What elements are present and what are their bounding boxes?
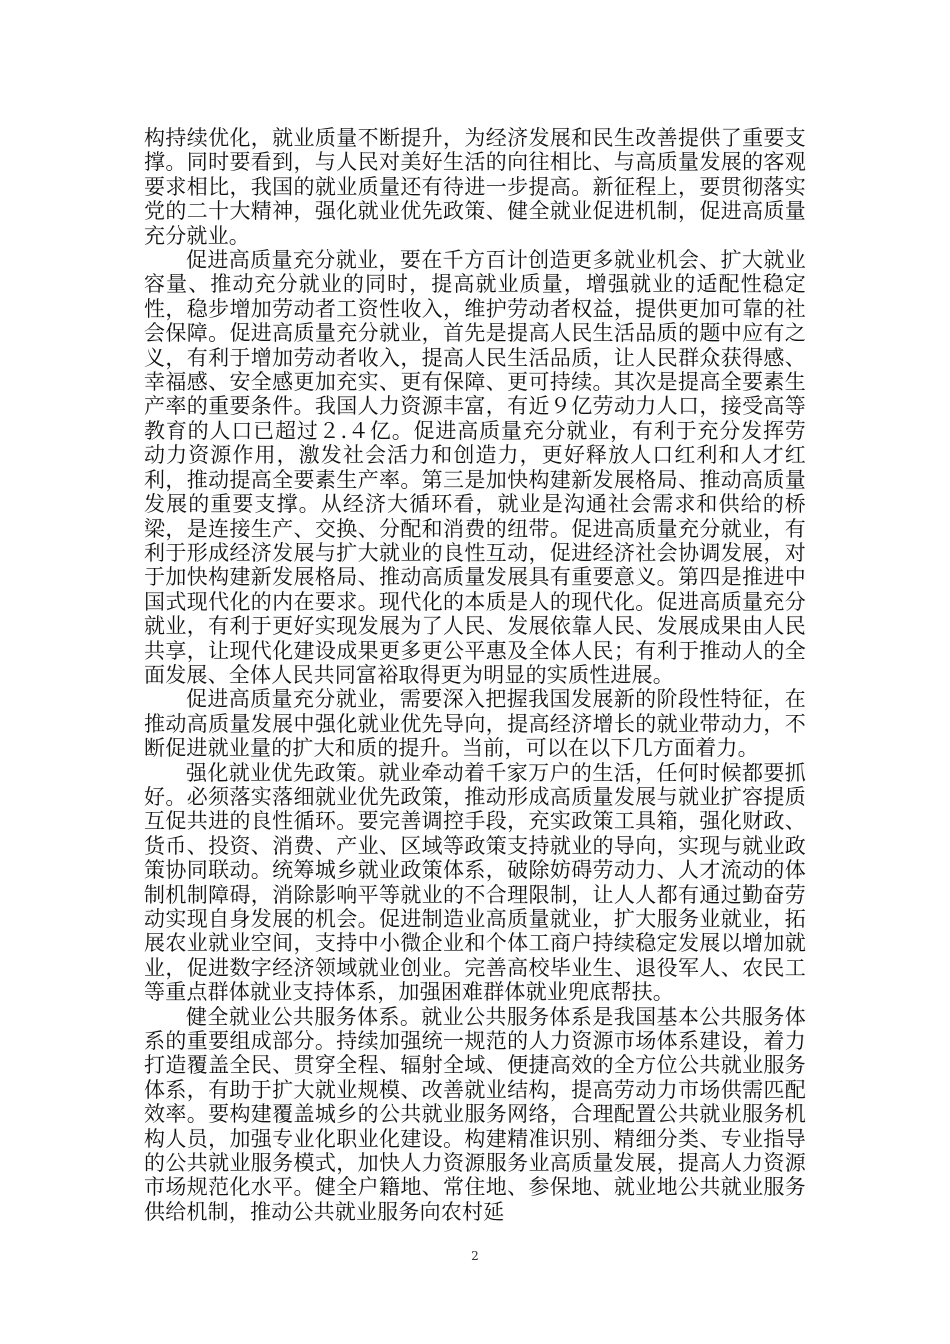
paragraph-employment-policy: 强化就业优先政策。就业牵动着千家万户的生活，任何时候都要抓好。必须落实落细就业优先政策，推动形成高质量发展与就业扩容提质互促共进的良性循环。要完善调控手段，充实政策工具箱，强化财政、货币、投资、消费、产业、区域等政策支持就业的导向，实现与就业政策协同联动。统筹城乡就业政策体系，破除妨碍劳动力、人才流动的体制机制障碍，消除影响平等就业的不合理限制，让人人都有通过勤奋劳动实现自身发展的机会。促进制造业高质量就业，扩大服务业就业，拓展农业就业空间，支持中小微企业和个体工商户持续稳定发展以增加就业，促进数字经济领域就业创业。完善高校毕业生、退役军人、农民工等重点群体就业支持体系，加强困难群体就业兜底帮扶。 xyxy=(144,760,806,1005)
paragraph-public-service: 健全就业公共服务体系。就业公共服务体系是我国基本公共服务体系的重要组成部分。持续加强统一规范的人力资源市场体系建设，着力打造覆盖全民、贯穿全程、辐射全域、便捷高效的全方位公共就业服务体系，有助于扩大就业规模、改善就业结构，提高劳动力市场供需匹配效率。要构建覆盖城乡的公共就业服务网络，合理配置公共就业服务机构人员，加强专业化职业化建设。构建精准识别、精细分类、专业指导的公共就业服务模式，加快人力资源服务业高质量发展，提高人力资源市场规范化水平。健全户籍地、常住地、参保地、就业地公共就业服务供给机制，推动公共就业服务向农村延 xyxy=(144,1004,806,1224)
paragraph-approach: 促进高质量充分就业，需要深入把握我国发展新的阶段性特征，在推动高质量发展中强化就业优先导向，提高经济增长的就业带动力，不断促进就业量的扩大和质的提升。当前，可以在以下几方面着力。 xyxy=(144,687,806,761)
page-number: 2 xyxy=(471,1249,479,1263)
paragraph-significance: 促进高质量充分就业，要在千方百计创造更多就业机会、扩大就业容量、推动充分就业的同时，提高就业质量，增强就业的适配性稳定性，稳步增加劳动者工资性收入，维护劳动者权益，提供更加可靠的社会保障。促进高质量充分就业，首先是提高人民生活品质的题中应有之义，有利于增加劳动者收入，提高人民生活品质，让人民群众获得感、幸福感、安全感更加充实、更有保障、更可持续。其次是提高全要素生产率的重要条件。我国人力资源丰富，有近９亿劳动力人口，接受高等教育的人口已超过２.４亿。促进高质量充分就业，有利于充分发挥劳动力资源作用，激发社会活力和创造力，更好释放人口红利和人才红利，推动提高全要素生产率。第三是加快构建新发展格局、推动高质量发展的重要支撑。从经济大循环看，就业是沟通社会需求和供给的桥梁，是连接生产、交换、分配和消费的纽带。促进高质量充分就业，有利于形成经济发展与扩大就业的良性互动，促进经济社会协调发展，对于加快构建新发展格局、推动高质量发展具有重要意义。第四是推进中国式现代化的内在要求。现代化的本质是人的现代化。促进高质量充分就业，有利于更好实现发展为了人民、发展依靠人民、发展成果由人民共享，让现代化建设成果更多更公平惠及全体人民；有利于推动人的全面发展、全体人民共同富裕取得更为明显的实质性进展。 xyxy=(144,248,806,687)
paragraph-continuation: 构持续优化，就业质量不断提升，为经济发展和民生改善提供了重要支撑。同时要看到，与人民对美好生活的向往相比、与高质量发展的客观要求相比，我国的就业质量还有待进一步提高。新征程上，要贯彻落实党的二十大精神，强化就业优先政策、健全就业促进机制，促进高质量充分就业。 xyxy=(144,126,806,248)
body-text xyxy=(144,126,806,1224)
